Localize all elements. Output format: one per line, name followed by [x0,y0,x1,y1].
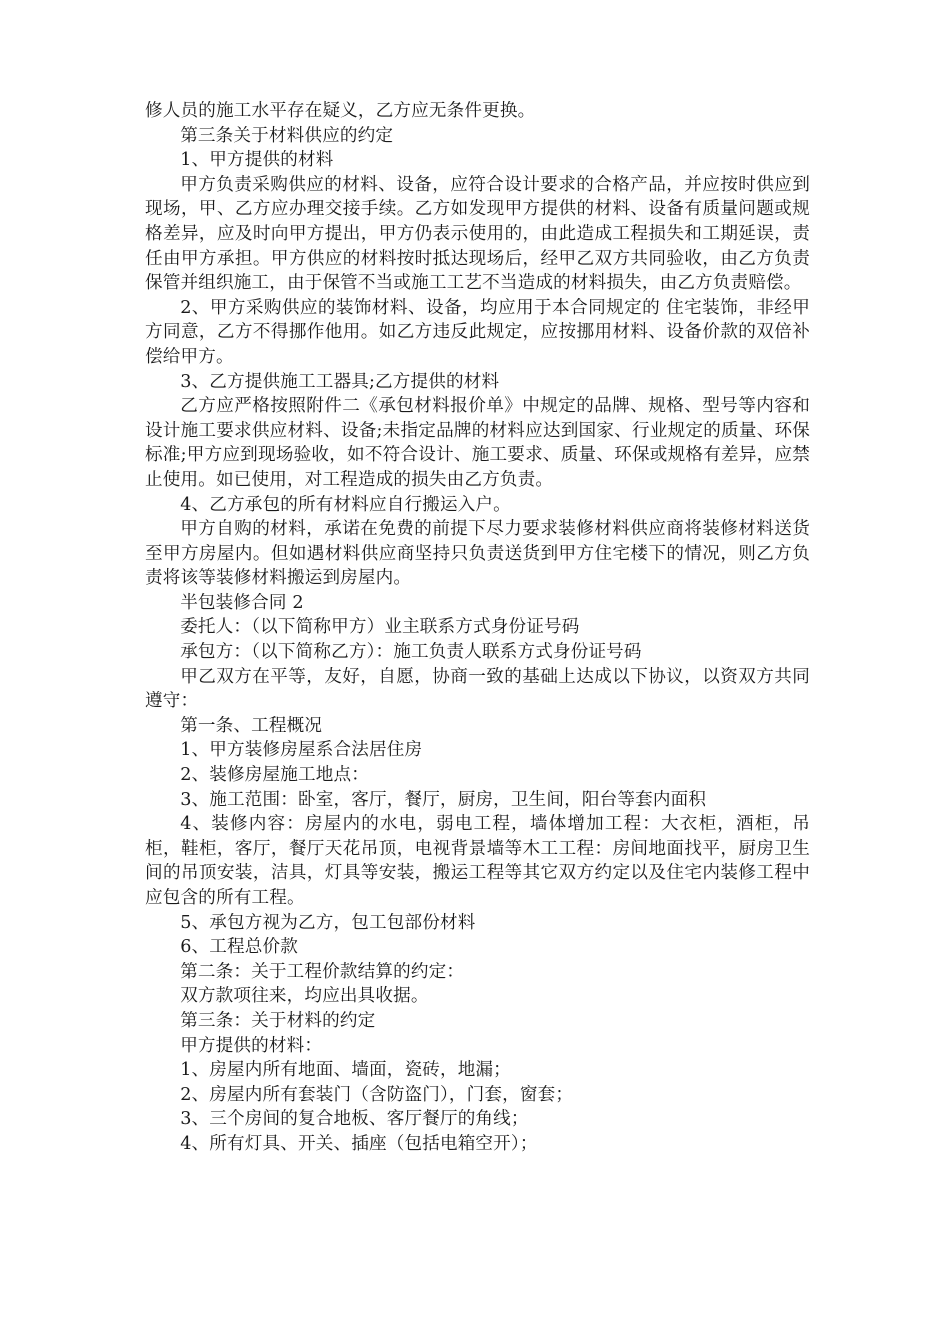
paragraph: 5、承包方视为乙方，包工包部份材料 [180,912,476,933]
paragraph: 1、甲方装修房屋系合法居住房 [180,740,423,761]
paragraph: 3、乙方提供施工工器具;乙方提供的材料 [180,371,500,392]
paragraph: 承包方：（以下简称乙方）：施工负责人联系方式身份证号码 [180,642,642,663]
paragraph: 1、甲方提供的材料 [180,150,334,171]
paragraph: 半包装修合同 2 [180,592,304,613]
paragraph: 3、三个房间的复合地板、客厅餐厅的角线； [180,1109,529,1130]
paragraph: 2、房屋内所有套装门（含防盗门），门套，窗套； [180,1084,574,1105]
paragraph: 第三条关于材料供应的约定 [180,125,394,146]
paragraph: 委托人：（以下简称甲方）业主联系方式身份证号码 [180,617,580,638]
paragraph: 甲方自购的材料，承诺在免费的前提下尽力要求装修材料供应商将装修材料送货至甲方房屋内。但如遇材料供应商坚持只负责送货到甲方住宅楼下的情况，则乙方负责将该等装修材料搬运到房屋内。 [145,519,810,589]
paragraph: 甲方提供的材料： [180,1035,323,1056]
paragraph: 双方款项往来，均应出具收据。 [180,986,429,1007]
paragraph: 修人员的施工水平存在疑义，乙方应无条件更换。 [145,101,536,121]
document-body [145,99,810,1157]
paragraph: 乙方应严格按照附件二《承包材料报价单》中规定的品牌、规格、型号等内容和设计施工要求供应材料、设备;未指定品牌的材料应达到国家、行业规定的质量、环保标准;甲方应到现场验收，如不符合设计、施工要求、质量、环保或规格有差异，应禁止使用。如已使用，对工程造成的损失由乙方负责。 [145,396,810,490]
paragraph: 第一条、工程概况 [180,715,323,736]
paragraph: 4、所有灯具、开关、插座（包括电箱空开）； [180,1133,538,1154]
paragraph: 1、房屋内所有地面、墙面，瓷砖，地漏； [180,1060,511,1081]
paragraph: 3、施工范围：卧室，客厅，餐厅，厨房，卫生间，阳台等套内面积 [180,789,707,810]
paragraph: 2、甲方采购供应的装饰材料、设备，均应用于本合同规定的 住宅装饰，非经甲方同意，乙方不得挪作他用。如乙方违反此规定，应按挪用材料、设备价款的双倍补偿给甲方。 [145,297,810,367]
paragraph: 第三条：关于材料的约定 [180,1010,376,1031]
paragraph: 4、装修内容：房屋内的水电，弱电工程，墙体增加工程：大衣柜，酒柜，吊柜，鞋柜，客厅，餐厅天花吊顶，电视背景墙等木工工程：房间地面找平，厨房卫生间的吊顶安装，洁具，灯具等安装，搬运工程等其它双方约定以及住宅内装修工程中应包含的所有工程。 [145,814,810,908]
paragraph: 6、工程总价款 [180,937,298,958]
paragraph: 第二条：关于工程价款结算的约定： [180,961,465,982]
paragraph: 甲方负责采购供应的材料、设备，应符合设计要求的合格产品，并应按时供应到现场，甲、乙方应办理交接手续。乙方如发现甲方提供的材料、设备有质量问题或规格差异，应及时向甲方提出，甲方仍表示使用的，由此造成工程损失和工期延误，责任由甲方承担。甲方供应的材料按时抵达现场后，经甲乙双方共同验收，由乙方负责保管并组织施工，由于保管不当或施工工艺不当造成的材料损失，由乙方负责赔偿。 [145,174,810,294]
paragraph: 甲乙双方在平等，友好，自愿，协商一致的基础上达成以下协议，以资双方共同遵守： [145,666,810,712]
paragraph: 2、装修房屋施工地点： [180,765,369,786]
paragraph: 4、乙方承包的所有材料应自行搬运入户。 [180,494,511,515]
